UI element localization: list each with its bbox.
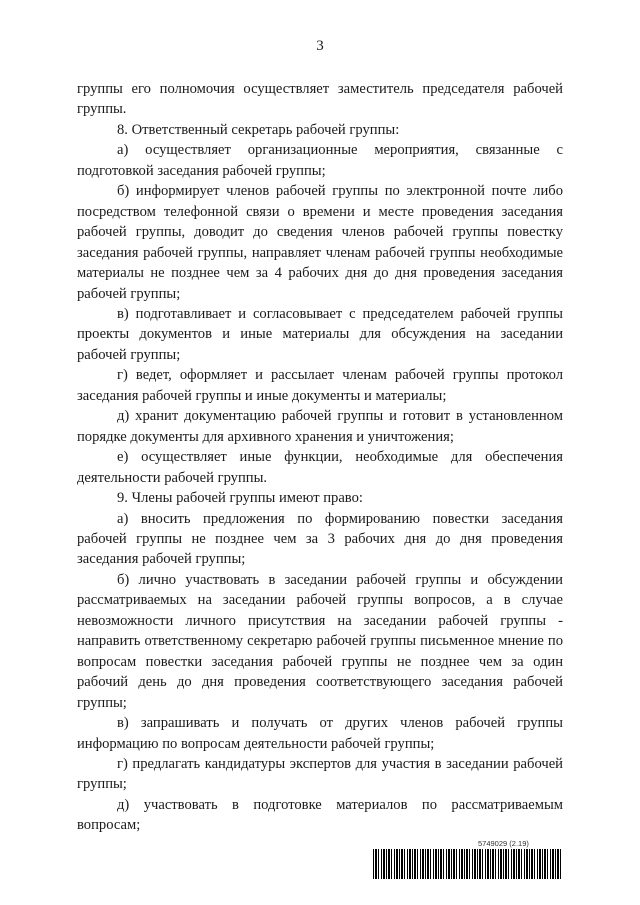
barcode-caption: 5749029 (2.19) [478,839,529,848]
paragraph-section-8: 8. Ответственный секретарь рабочей группы: [117,121,400,138]
paragraph-8a: а) осуществляет организационные мероприятия, связанные с подготовкой заседания рабочей группы; [77,142,563,179]
paragraph-8f: е) осуществляет иные функции, необходимые для обеспечения деятельности рабочей группы. [77,449,563,486]
paragraph-8e: д) хранит документацию рабочей группы и готовит в установленном порядке документы для архивного хранения и уничтожения; [77,408,563,445]
paragraph-9e: д) участвовать в подготовке материалов по рассматриваемым вопросам; [77,796,563,834]
paragraph-8d: г) ведет, оформляет и рассылает членам рабочей группы протокол заседания рабочей группы и иные документы и материалы; [77,367,563,404]
paragraph-8c: в) подготавливает и согласовывает с председателем рабочей группы проекты документов и иные материалы для обсуждения на заседании рабочей группы; [77,305,563,363]
page-number: 3 [316,38,324,54]
paragraph-9a: а) вносить предложения по формированию повестки заседания рабочей группы не позднее чем за 3 рабочих дня до дня проведения заседания рабочей группы; [77,510,563,568]
barcode [373,849,562,879]
paragraph-9b: б) лично участвовать в заседании рабочей группы и обсуждении рассматриваемых на заседании рабочей группы вопросов, а в случае невозможности личного присутствия на заседании рабочей группы - направить ответственному секретарю рабочей группы письменное мнение по вопросам повестки заседания рабочей группы не позднее чем за один рабочий день до дня проведения соответствующего заседания рабочей группы; [77,571,563,711]
paragraph-9c: в) запрашивать и получать от других членов рабочей группы информацию по вопросам деятельности рабочей группы; [77,715,563,752]
paragraph-continuation: группы его полномочия осуществляет заместитель председателя рабочей группы. [77,81,563,118]
paragraph-8b: б) информирует членов рабочей группы по электронной почте либо посредством телефонной связи о времени и месте проведения заседания рабочей группы, доводит до сведения членов рабочей группы повестку заседания рабочей группы, направляет членам рабочей группы необходимые материалы не позднее чем за 4 рабочих дня до дня проведения заседания рабочей группы; [77,183,563,302]
paragraph-9d: г) предлагать кандидатуры экспертов для участия в заседании рабочей группы; [77,755,563,793]
document-body [77,79,563,836]
paragraph-section-9: 9. Члены рабочей группы имеют право: [117,490,363,507]
